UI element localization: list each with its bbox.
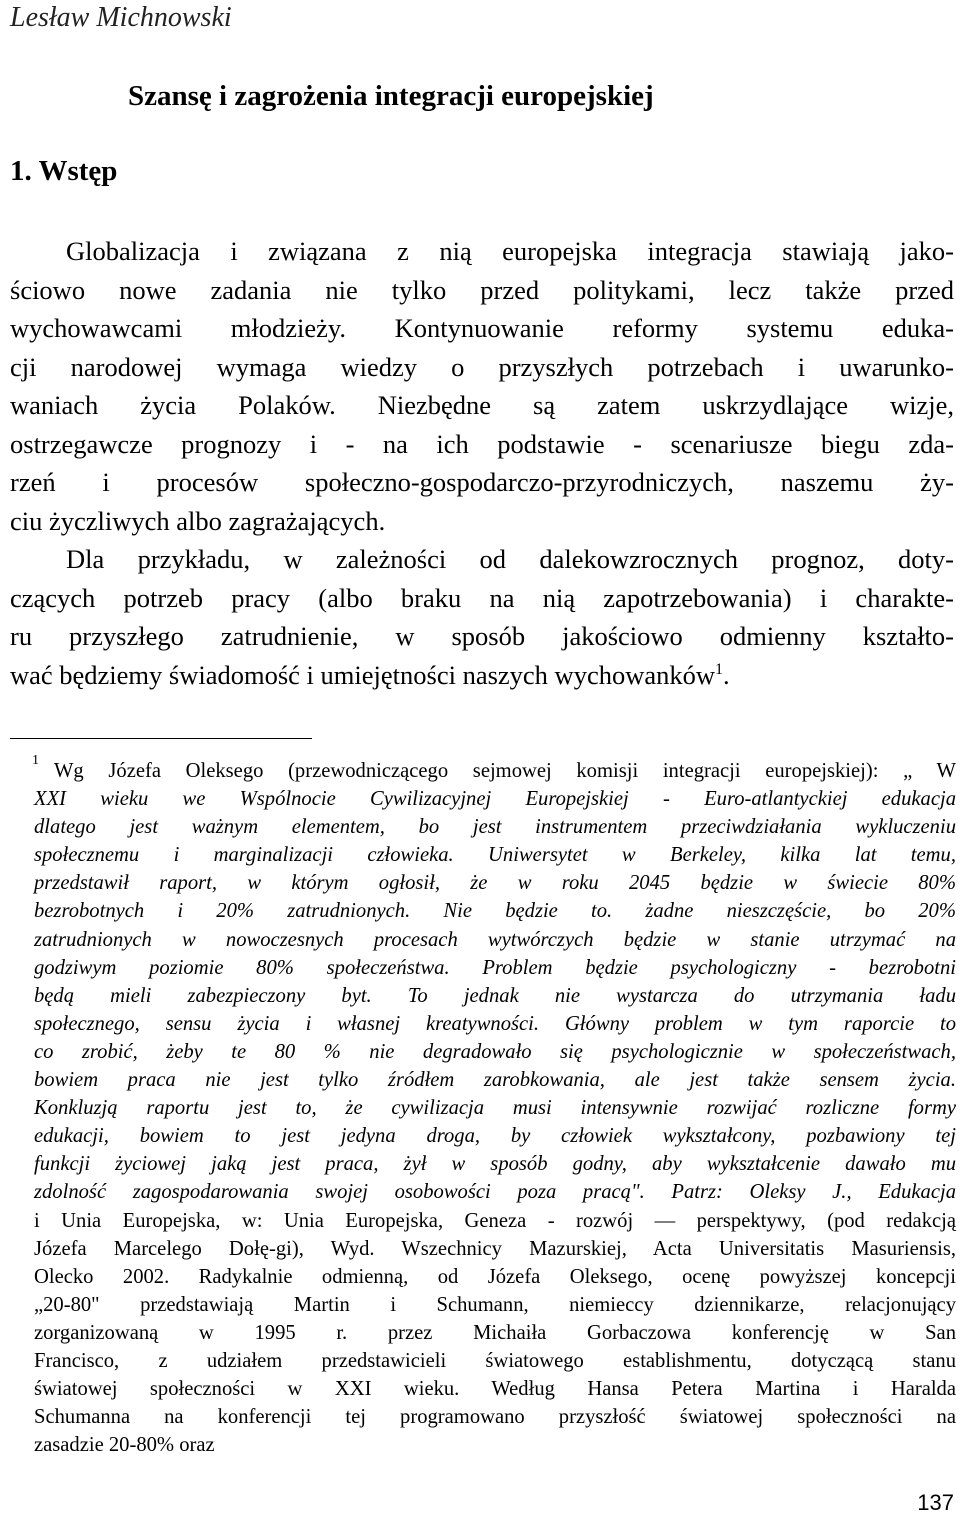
text-line: Globalizacja i związana z nią europejska integracja stawiają jako- (66, 236, 954, 266)
footnote-line: zorganizowaną w 1995 r. przez Michaiła Gorbaczowa konferencję w San (34, 1321, 956, 1344)
footnote-line: zasadzie 20-80% oraz (34, 1434, 215, 1457)
footnote-line: społecznemu i marginalizacji człowieka. Uniwersytet w Berkeley, kilka lat temu, (34, 844, 956, 867)
footnote-line: światowej społeczności w XXI wieku. Według Hansa Petera Martina i Haralda (34, 1378, 956, 1401)
section-heading: 1. Wstęp (10, 155, 118, 187)
footnote-line: funkcji życiowej jaką jest praca, żył w sposób godny, aby wykształcenie dawało mu (34, 1153, 956, 1176)
footnote-line: Konkluzją raportu jest to, że cywilizacja musi intensywnie rozwijać rozliczne formy (34, 1097, 956, 1120)
footnote-line: bezrobotnych i 20% zatrudnionych. Nie będzie to. żadne nieszczęście, bo 20% (34, 900, 956, 923)
footnote-line: i Unia Europejska, w: Unia Europejska, Geneza - rozwój — perspektywy, (pod redakcją (34, 1209, 956, 1232)
text-line: wychowawcami młodzieży. Kontynuowanie reformy systemu eduka- (10, 313, 954, 343)
footnote-line: bowiem praca nie jest tylko źródłem zarobkowania, ale jest także sensem życia. (34, 1069, 956, 1092)
footnote-line: „20-80" przedstawiają Martin i Schumann, niemieccy dziennikarze, relacjonujący (34, 1293, 956, 1316)
page-number: 137 (917, 1490, 954, 1515)
footnote-reference[interactable]: 1 (715, 660, 723, 678)
footnote-marker: 1 (32, 753, 39, 768)
footnote-line: zatrudnionych w nowoczesnych procesach wytwórczych będzie w stanie utrzymać na (34, 928, 956, 951)
footnote-line: zdolność zagospodarowania swojej osobowości poza pracą". Patrz: Oleksy J., Edukacja (34, 1181, 956, 1204)
footnote-line: XXI wieku we Wspólnocie Cywilizacyjnej Europejskiej - Euro-atlantyckiej edukacja (34, 788, 956, 811)
footnote-line: przedstawił raport, w którym ogłosił, że w roku 2045 będzie w świecie 80% (34, 872, 956, 895)
text-line: cji narodowej wymaga wiedzy o przyszłych potrzebach i uwarunko- (10, 351, 954, 382)
footnote-line: będą mieli zabezpieczony byt. To jednak nie wystarcza do utrzymania ładu (34, 984, 956, 1007)
footnote-line: godziwym poziomie 80% społeczeństwa. Problem będzie psychologiczny - bezrobotni (34, 956, 956, 979)
footnote-line: Olecko 2002. Radykalnie odmienną, od Józefa Oleksego, ocenę powyższej koncepcji (34, 1265, 956, 1288)
footnote-line: Schumanna na konferencji tej programowano przyszłość światowej społeczności na (34, 1406, 956, 1429)
main-text (10, 232, 954, 694)
text-line: waniach życia Polaków. Niezbędne są zatem uskrzydlające wizje, (10, 390, 954, 420)
text-line: ciu życzliwych albo zagrażających. (10, 505, 386, 536)
paragraph-2 (10, 540, 954, 694)
footnote-line: dlatego jest ważnym elementem, bo jest instrumentem przeciwdziałania wykluczeniu (34, 816, 956, 839)
text-line: rzeń i procesów społeczno-gospodarczo-przyrodniczych, naszemu ży- (10, 467, 954, 497)
text-line: ostrzegawcze prognozy i - na ich podstawie - scenariusze biegu zda- (10, 428, 954, 459)
footnote-separator (10, 738, 312, 739)
text-line: ściowo nowe zadania nie tylko przed politykami, lecz także przed (10, 274, 954, 305)
author-name: Lesław Michnowski (10, 2, 232, 33)
footnote-line: edukacji, bowiem to jest jedyna droga, by człowiek wykształcony, pozbawiony tej (34, 1125, 956, 1148)
footnote-line: co zrobić, żeby te 80 % nie degradowało się psychologicznie w społeczeństwach, (34, 1040, 956, 1063)
footnote-line: społecznego, sensu życia i własnej kreatywności. Główny problem w tym raporcie to (34, 1012, 956, 1035)
footnote-line: Józefa Marcelego Dołę-gi), Wyd. Wszechnicy Mazurskiej, Acta Universitatis Masuriensis, (34, 1237, 956, 1260)
article-title: Szansę i zagrożenia integracji europejskiej (128, 80, 654, 112)
paragraph-1 (10, 232, 954, 540)
text-line: Dla przykładu, w zależności od dalekowzrocznych prognoz, doty- (66, 544, 954, 574)
footnote (32, 753, 956, 1459)
footnote-line: Francisco, z udziałem przedstawicieli światowego establishmentu, dotyczącą stanu (34, 1349, 956, 1372)
text-line: wać będziemy świadomość i umiejętności naszych wychowanków$^1$. (10, 659, 730, 690)
text-line: ru przyszłego zatrudnienie, w sposób jakościowo odmienny kształto- (10, 621, 954, 651)
text-line: czących potrzeb pracy (albo braku na nią zapotrzebowania) i charakte- (10, 582, 954, 613)
footnote-line: Wg Józefa Oleksego (przewodniczącego sejmowej komisji integracji europejskiej): „ W (54, 760, 956, 782)
